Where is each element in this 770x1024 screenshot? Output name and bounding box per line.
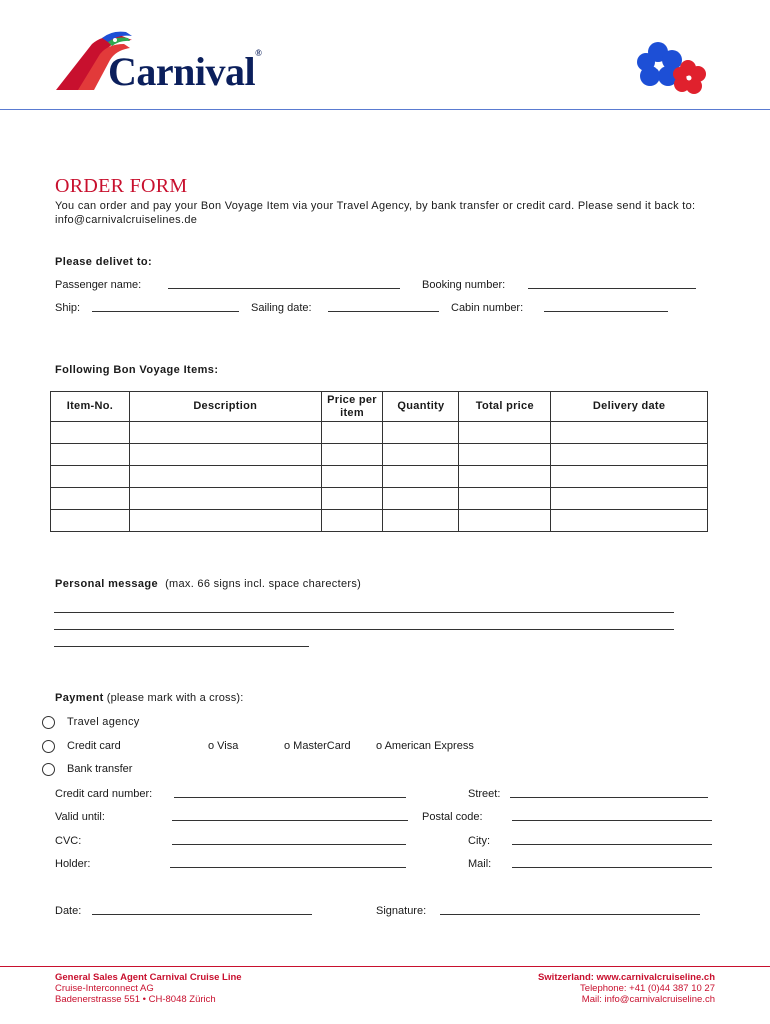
message-line-1[interactable] xyxy=(54,612,674,613)
personal-message-heading xyxy=(55,578,361,590)
postal-label: Postal code: xyxy=(422,811,483,823)
radio-credit-card[interactable] xyxy=(42,740,55,753)
date-field[interactable] xyxy=(92,905,312,915)
footer-agent: General Sales Agent Carnival Cruise Line xyxy=(55,972,242,983)
city-label: City: xyxy=(468,835,490,847)
holder-label: Holder: xyxy=(55,858,91,870)
footer-right xyxy=(538,972,715,1005)
table-row[interactable] xyxy=(51,466,708,488)
col-total: Total price xyxy=(459,392,551,422)
cabin-label: Cabin number: xyxy=(451,302,524,314)
table-header-row xyxy=(51,392,708,422)
footer-company: Cruise-Interconnect AG xyxy=(55,983,154,994)
city-field[interactable] xyxy=(512,835,712,845)
col-item-no: Item-No. xyxy=(51,392,130,422)
option-bank-transfer: Bank transfer xyxy=(67,763,133,775)
payment-note: (please mark with a cross): xyxy=(106,692,244,704)
carnival-logo xyxy=(52,30,322,96)
card-visa[interactable]: o Visa xyxy=(208,740,239,752)
passenger-field[interactable] xyxy=(168,279,400,289)
footer-address: Badenerstrasse 551 • CH-8048 Zürich xyxy=(55,994,216,1005)
holder-field[interactable] xyxy=(170,858,406,868)
mail-field[interactable] xyxy=(512,858,712,868)
table-row[interactable] xyxy=(51,488,708,510)
items-table xyxy=(50,391,708,532)
flower-icon xyxy=(636,38,716,98)
signature-label: Signature: xyxy=(376,905,427,917)
date-label: Date: xyxy=(55,905,82,917)
postal-field[interactable] xyxy=(512,811,712,821)
mail-label: Mail: xyxy=(468,858,492,870)
card-mastercard[interactable]: o MasterCard xyxy=(284,740,351,752)
footer-phone: Telephone: +41 (0)44 387 10 27 xyxy=(580,983,715,994)
header-divider xyxy=(0,109,770,110)
street-label: Street: xyxy=(468,788,501,800)
option-travel-agency: Travel agency xyxy=(67,716,140,728)
radio-bank-transfer[interactable] xyxy=(42,763,55,776)
signature-field[interactable] xyxy=(440,905,700,915)
table-row[interactable] xyxy=(51,422,708,444)
footer-website[interactable]: Switzerland: www.carnivalcruiseline.ch xyxy=(537,972,715,983)
booking-field[interactable] xyxy=(528,279,696,289)
ship-label: Ship: xyxy=(55,302,81,314)
registered-mark: ® xyxy=(255,48,262,58)
payment-heading-row xyxy=(55,692,244,704)
cc-number-label: Credit card number: xyxy=(55,788,153,800)
intro-text: You can order and pay your Bon Voyage Item via your Travel Agency, by bank transfer or credit card. Please send it back to: info@carnivalcruiselines.de xyxy=(55,200,696,226)
cabin-field[interactable] xyxy=(544,302,668,312)
col-price: Price per item xyxy=(321,392,383,422)
table-row[interactable] xyxy=(51,444,708,466)
footer-mail[interactable]: Mail: info@carnivalcruiseline.ch xyxy=(581,994,715,1005)
items-heading: Following Bon Voyage Items: xyxy=(55,364,219,376)
sailing-label: Sailing date: xyxy=(251,302,312,314)
footer-left xyxy=(55,972,242,1005)
valid-field[interactable] xyxy=(172,811,408,821)
booking-label: Booking number: xyxy=(422,279,506,291)
col-description: Description xyxy=(129,392,321,422)
cvc-field[interactable] xyxy=(172,835,406,845)
sailing-field[interactable] xyxy=(328,302,439,312)
payment-heading: Payment xyxy=(55,692,104,704)
message-line-3[interactable] xyxy=(54,646,309,647)
message-line-2[interactable] xyxy=(54,629,674,630)
radio-travel-agency[interactable] xyxy=(42,716,55,729)
personal-note: (max. 66 signs incl. space charecters) xyxy=(165,578,362,590)
brand-name: Carnival xyxy=(108,49,256,94)
valid-label: Valid until: xyxy=(55,811,105,823)
table-row[interactable] xyxy=(51,510,708,532)
col-delivery: Delivery date xyxy=(551,392,708,422)
page-title: ORDER FORM xyxy=(55,175,188,197)
passenger-label: Passenger name: xyxy=(55,279,142,291)
ship-field[interactable] xyxy=(92,302,239,312)
col-quantity: Quantity xyxy=(383,392,459,422)
cvc-label: CVC: xyxy=(55,835,82,847)
option-credit-card: Credit card xyxy=(67,740,121,752)
footer-divider xyxy=(0,966,770,967)
deliver-heading: Please delivet to: xyxy=(55,256,153,268)
cc-number-field[interactable] xyxy=(174,788,406,798)
street-field[interactable] xyxy=(510,788,708,798)
card-amex[interactable]: o American Express xyxy=(376,740,474,752)
personal-heading: Personal message xyxy=(55,578,159,590)
